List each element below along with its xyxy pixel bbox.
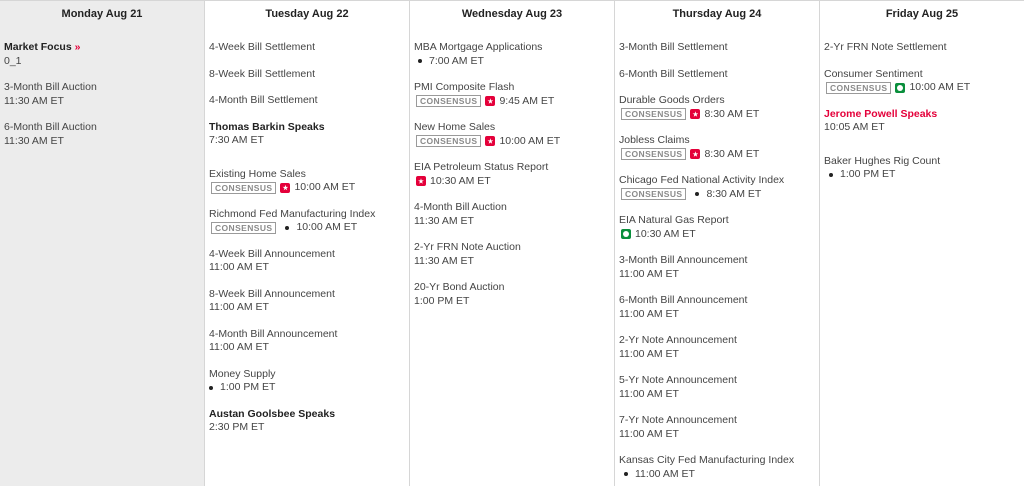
event-title[interactable]: 6-Month Bill Announcement: [619, 294, 748, 306]
event-item[interactable]: [619, 214, 815, 241]
event-item[interactable]: [824, 41, 1020, 55]
event-title[interactable]: 3-Month Bill Announcement: [619, 254, 748, 266]
day-header: Thursday Aug 24: [672, 8, 762, 20]
event-title[interactable]: Thomas Barkin Speaks: [209, 120, 325, 133]
medium-importance-icon: [895, 83, 905, 93]
event-item[interactable]: [619, 41, 815, 55]
consensus-badge[interactable]: CONSENSUS: [621, 108, 686, 120]
event-time: 11:00 AM ET: [619, 347, 679, 360]
event-time: 8:30 AM ET: [704, 107, 760, 120]
event-title[interactable]: Jobless Claims: [619, 134, 690, 146]
event-item[interactable]: [209, 328, 405, 355]
event-title[interactable]: 5-Yr Note Announcement: [619, 374, 737, 386]
day-column-friday: [820, 1, 1024, 486]
event-time: 11:30 AM ET: [4, 94, 64, 107]
event-time: 8:30 AM ET: [704, 147, 760, 160]
event-item[interactable]: [209, 368, 405, 395]
event-title[interactable]: Chicago Fed National Activity Index: [619, 174, 785, 186]
event-item[interactable]: [209, 68, 405, 82]
event-title[interactable]: Consumer Sentiment: [824, 67, 923, 80]
high-importance-icon: [485, 96, 495, 106]
day-header: Monday Aug 21: [61, 8, 143, 20]
event-item[interactable]: [414, 41, 610, 68]
consensus-badge[interactable]: CONSENSUS: [211, 182, 276, 194]
event-title[interactable]: 4-Week Bill Announcement: [209, 247, 335, 260]
event-title[interactable]: 4-Month Bill Auction: [414, 201, 507, 213]
event-title[interactable]: MBA Mortgage Applications: [414, 41, 543, 53]
event-item[interactable]: [619, 134, 815, 161]
bullet-icon: [418, 59, 422, 63]
event-time: 11:00 AM ET: [209, 301, 269, 313]
event-item[interactable]: [619, 254, 815, 281]
event-item[interactable]: [619, 174, 815, 201]
bullet-icon: [285, 226, 289, 230]
event-time: 7:00 AM ET: [429, 54, 484, 67]
event-time: 10:00 AM ET: [499, 134, 561, 147]
event-time: 1:00 PM ET: [220, 381, 276, 393]
event-title[interactable]: 8-Week Bill Announcement: [209, 287, 335, 300]
event-time: 11:00 AM ET: [619, 387, 679, 400]
event-title[interactable]: Market Focus »: [4, 41, 81, 53]
event-time: 1:00 PM ET: [840, 168, 896, 180]
event-item[interactable]: [209, 94, 405, 108]
event-time: 11:30 AM ET: [414, 254, 474, 267]
day-header: Tuesday Aug 22: [265, 8, 349, 20]
event-time: 7:30 AM ET: [209, 134, 264, 146]
bullet-icon: [695, 192, 699, 196]
day-header: Wednesday Aug 23: [461, 8, 563, 20]
event-item[interactable]: [209, 168, 405, 195]
event-title[interactable]: Durable Goods Orders: [619, 94, 725, 106]
event-title[interactable]: 4-Week Bill Settlement: [209, 41, 316, 53]
event-item[interactable]: [209, 288, 405, 315]
event-item[interactable]: [824, 68, 1020, 95]
event-item[interactable]: [209, 121, 405, 148]
event-item[interactable]: [4, 121, 200, 148]
event-item[interactable]: [414, 201, 610, 228]
event-item[interactable]: [619, 68, 815, 82]
event-title[interactable]: Richmond Fed Manufacturing Index: [209, 207, 376, 220]
event-time: 11:30 AM ET: [414, 214, 474, 227]
high-importance-icon: [280, 183, 290, 193]
event-title[interactable]: 8-Week Bill Settlement: [209, 67, 316, 80]
event-time: 2:30 PM ET: [209, 421, 265, 433]
event-time: 11:00 AM ET: [619, 307, 679, 320]
event-time: 8:30 AM ET: [706, 187, 762, 200]
event-title[interactable]: 20-Yr Bond Auction: [414, 281, 505, 293]
consensus-badge[interactable]: CONSENSUS: [621, 188, 686, 200]
event-subtitle: 0_1: [4, 54, 22, 67]
day-column-tuesday: [205, 1, 410, 486]
event-title[interactable]: 2-Yr FRN Note Settlement: [824, 41, 947, 53]
bullet-icon: [829, 173, 833, 177]
event-title[interactable]: EIA Natural Gas Report: [619, 214, 729, 226]
medium-importance-icon: [621, 229, 631, 239]
event-title[interactable]: 3-Month Bill Auction: [4, 81, 97, 93]
event-item[interactable]: [414, 81, 610, 108]
event-time: 10:00 AM ET: [294, 181, 356, 193]
event-market-focus[interactable]: [4, 41, 200, 68]
event-title[interactable]: Austan Goolsbee Speaks: [209, 407, 336, 420]
event-item[interactable]: [209, 208, 405, 235]
consensus-badge[interactable]: CONSENSUS: [211, 222, 276, 234]
event-item[interactable]: [414, 241, 610, 268]
event-item[interactable]: [824, 155, 1020, 182]
event-title[interactable]: New Home Sales: [414, 121, 496, 133]
event-title[interactable]: Kansas City Fed Manufacturing Index: [619, 454, 795, 466]
event-title[interactable]: Baker Hughes Rig Count: [824, 154, 941, 167]
consensus-badge[interactable]: CONSENSUS: [416, 135, 481, 147]
event-time: 11:00 AM ET: [619, 427, 679, 440]
high-importance-icon: [485, 136, 495, 146]
event-title[interactable]: Money Supply: [209, 367, 276, 380]
event-item[interactable]: [619, 94, 815, 121]
day-header: Friday Aug 25: [885, 8, 959, 20]
event-title[interactable]: 7-Yr Note Announcement: [619, 414, 737, 426]
event-title[interactable]: 6-Month Bill Auction: [4, 121, 97, 133]
event-title[interactable]: Existing Home Sales: [209, 167, 306, 180]
event-time: 10:00 AM ET: [909, 81, 971, 93]
bullet-icon: [209, 386, 213, 390]
event-time: 1:00 PM ET: [414, 294, 470, 307]
event-item[interactable]: [619, 334, 815, 361]
event-time: 10:30 AM ET: [430, 174, 491, 187]
event-title[interactable]: 6-Month Bill Settlement: [619, 67, 728, 80]
event-item[interactable]: [619, 294, 815, 321]
event-item[interactable]: [209, 248, 405, 275]
event-title[interactable]: 3-Month Bill Settlement: [619, 41, 728, 53]
event-time: 11:00 AM ET: [209, 341, 269, 353]
event-time: 10:30 AM ET: [635, 227, 696, 240]
high-importance-icon: [690, 149, 700, 159]
event-time: 11:00 AM ET: [619, 267, 679, 280]
event-item[interactable]: [619, 454, 815, 481]
event-item[interactable]: [414, 281, 610, 308]
event-title[interactable]: 2-Yr Note Announcement: [619, 334, 737, 346]
event-title[interactable]: 2-Yr FRN Note Auction: [414, 241, 521, 253]
high-importance-icon: [416, 176, 426, 186]
event-time: 11:30 AM ET: [4, 134, 64, 147]
consensus-badge[interactable]: CONSENSUS: [621, 148, 686, 160]
day-column-wednesday: [410, 1, 615, 486]
event-item[interactable]: [619, 414, 815, 441]
consensus-badge[interactable]: CONSENSUS: [826, 82, 891, 94]
event-item[interactable]: [209, 41, 405, 55]
event-item[interactable]: [414, 121, 610, 148]
event-time: 11:00 AM ET: [209, 261, 269, 273]
day-column-monday: [0, 1, 205, 486]
event-title[interactable]: EIA Petroleum Status Report: [414, 161, 549, 173]
consensus-badge[interactable]: CONSENSUS: [416, 95, 481, 107]
arrow-icon: »: [74, 41, 81, 53]
event-time: 10:05 AM ET: [824, 121, 885, 133]
event-time: 9:45 AM ET: [499, 94, 555, 107]
bullet-icon: [624, 472, 628, 476]
event-title[interactable]: Jerome Powell Speaks: [824, 107, 938, 120]
day-column-thursday: [615, 1, 820, 486]
event-item[interactable]: [4, 81, 200, 108]
event-item[interactable]: [619, 374, 815, 401]
event-item[interactable]: [414, 161, 610, 188]
event-title[interactable]: 4-Month Bill Announcement: [209, 327, 338, 340]
high-importance-icon: [690, 109, 700, 119]
event-item[interactable]: [824, 108, 1020, 135]
event-time: 11:00 AM ET: [635, 467, 695, 480]
event-title[interactable]: 4-Month Bill Settlement: [209, 94, 318, 106]
event-time: 10:00 AM ET: [296, 221, 358, 233]
event-title[interactable]: PMI Composite Flash: [414, 81, 515, 93]
event-item[interactable]: [209, 408, 405, 435]
